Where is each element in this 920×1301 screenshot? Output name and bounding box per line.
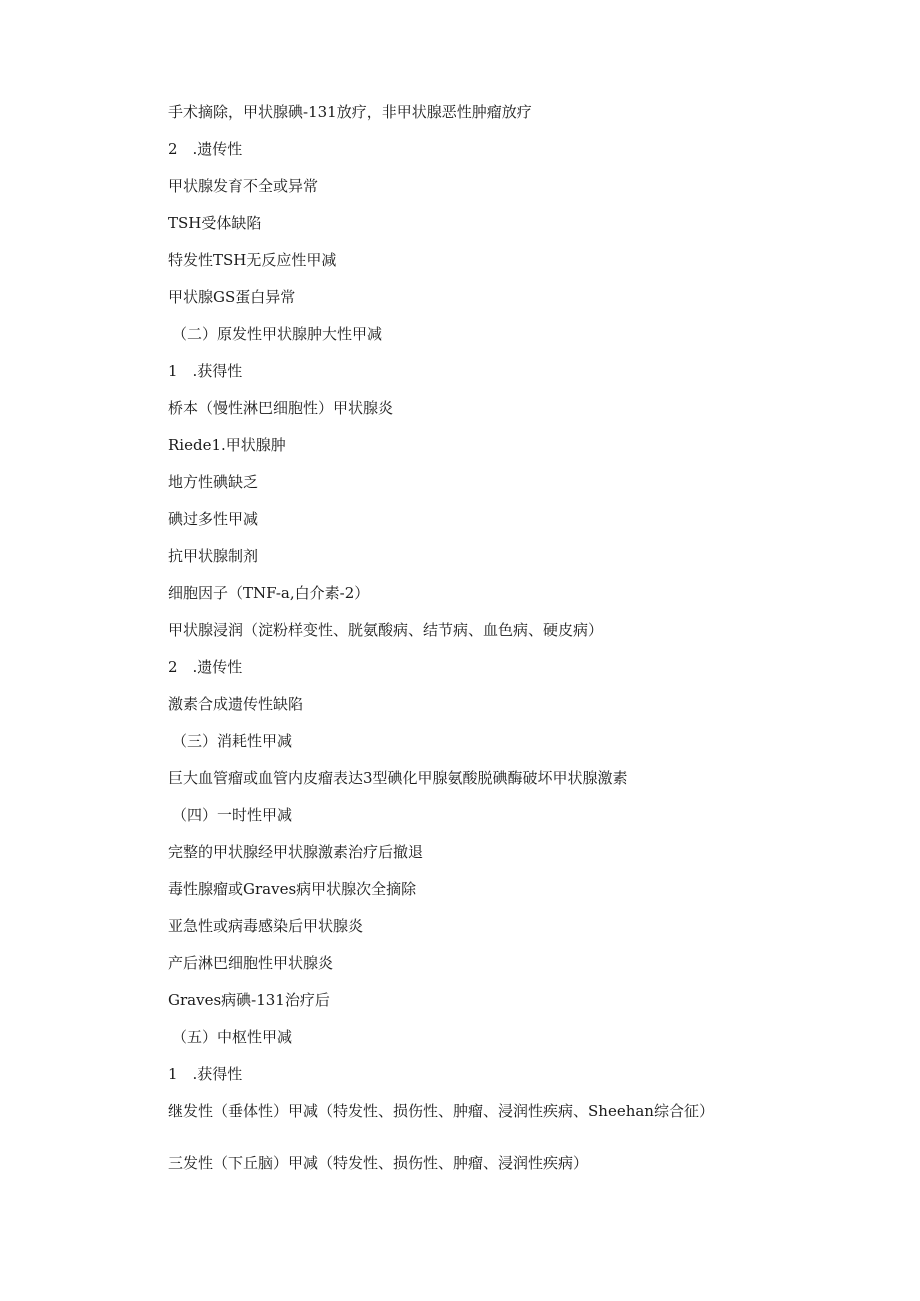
section-heading-2: （二）原发性甲状腺肿大性甲减 — [172, 325, 383, 343]
section-heading-4: （四）一时性甲减 — [172, 806, 293, 824]
text-line-24: 产后淋巴细胞性甲状腺炎 — [168, 954, 334, 972]
text-line-25: Graves病碘-131治疗后 — [168, 991, 330, 1009]
text-line-14: 细胞因子（TNF-a,白介素-2） — [168, 584, 370, 602]
text-line-6: 甲状腺GS蛋白异常 — [168, 288, 296, 306]
text-line-15: 甲状腺浸润（淀粉样变性、胱氨酸病、结节病、血色病、硬皮病） — [168, 621, 604, 639]
text-line-12: 碘过多性甲减 — [168, 510, 259, 528]
text-line-29: 三发性（下丘脑）甲减（特发性、损伤性、肿瘤、浸润性疾病） — [168, 1154, 589, 1172]
text-line-19: 巨大血管瘤或血管内皮瘤表达3型碘化甲腺氨酸脱碘酶破坏甲状腺激素 — [168, 769, 628, 787]
text-line-27: 1 .获得性 — [168, 1065, 243, 1083]
text-line-28: 继发性（垂体性）甲减（特发性、损伤性、肿瘤、浸润性疾病、Sheehan综合征） — [168, 1102, 714, 1120]
section-heading-3: （三）消耗性甲减 — [172, 732, 293, 750]
text-line-2: 2 .遗传性 — [168, 140, 243, 158]
text-line-16: 2 .遗传性 — [168, 658, 243, 676]
text-line-1: 手术摘除，甲状腺碘-131放疗，非甲状腺恶性肿瘤放疗 — [168, 103, 532, 121]
text-line-9: 桥本（慢性淋巴细胞性）甲状腺炎 — [168, 399, 394, 417]
text-line-8: 1 .获得性 — [168, 362, 243, 380]
text-line-10: Riede1.甲状腺肿 — [168, 436, 286, 454]
text-line-23: 亚急性或病毒感染后甲状腺炎 — [168, 917, 364, 935]
text-line-11: 地方性碘缺乏 — [168, 473, 259, 491]
text-line-13: 抗甲状腺制剂 — [168, 547, 259, 565]
text-line-4: TSH受体缺陷 — [168, 214, 262, 232]
text-line-5: 特发性TSH无反应性甲减 — [168, 251, 337, 269]
text-line-3: 甲状腺发育不全或异常 — [168, 177, 319, 195]
section-heading-5: （五）中枢性甲减 — [172, 1028, 293, 1046]
text-line-17: 激素合成遗传性缺陷 — [168, 695, 304, 713]
text-line-22: 毒性腺瘤或Graves病甲状腺次全摘除 — [168, 880, 417, 898]
text-line-21: 完整的甲状腺经甲状腺激素治疗后撤退 — [168, 843, 424, 861]
